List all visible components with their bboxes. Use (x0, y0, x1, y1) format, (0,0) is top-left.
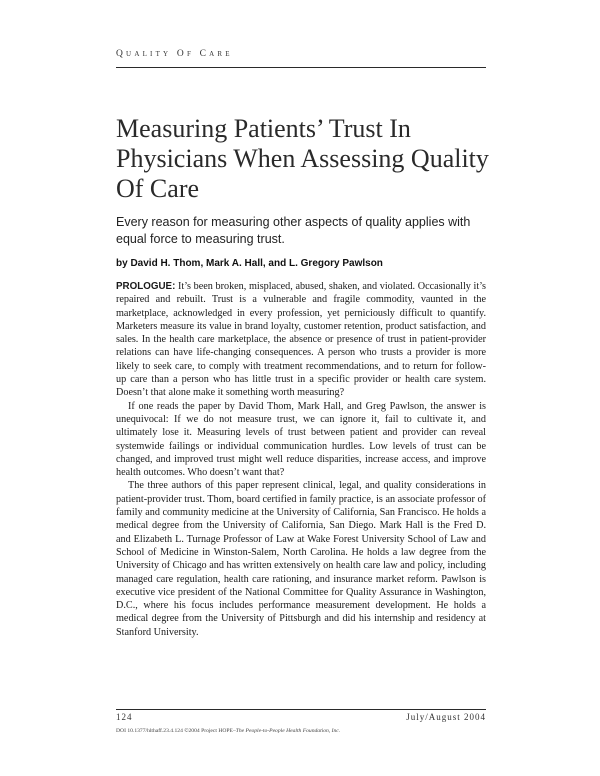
header-rule (116, 67, 486, 68)
footer-rule (116, 709, 486, 710)
prologue-label: PROLOGUE: (116, 281, 176, 292)
article-dek: Every reason for measuring other aspects of quality applies with equal force to measuring trust. (116, 215, 471, 246)
section-label: Quality Of Care (116, 49, 233, 59)
doi-publisher: The People-to-People Health Foundation, Inc. (235, 728, 341, 734)
article-title: Measuring Patients’ Trust In Physicians When Assessing Quality Of Care (116, 114, 489, 203)
paragraph-2: If one reads the paper by David Thom, Mark Hall, and Greg Pawlson, the answer is unequivocal: If we do not measure trust, we can ignore it, fail to cultivate it, and ultimately lose it. Measuring levels of trust between patient and provider can reveal systemwide failings or individual communication hurdles. Low levels of trust can be changed, and improved trust might well reduce disparities, increase access, and improve health outcomes. Who doesn’t want that? (116, 400, 486, 479)
article-body (116, 280, 486, 639)
doi-prefix: DOI 10.1377/hlthaff.23.4.124 ©2004 Project HOPE– (116, 728, 236, 734)
article-byline: by David H. Thom, Mark A. Hall, and L. Gregory Pawlson (116, 258, 383, 269)
paragraph-3: The three authors of this paper represent clinical, legal, and quality considerations in patient-provider trust. Thom, board certified in family practice, is an associate professor of family and community medicine at the University of California, San Francisco. He holds a medical degree from the University of California, San Diego. Mark Hall is the Fred D. and Elizabeth L. Turnage Professor of Law at Wake Forest University School of Law and School of Medicine in Winston-Salem, North Carolina. He holds a law degree from the University of Chicago and has written extensively on health care law and policy, including managed care regulation, health care rationing, and insurance market reform. Pawlson is executive vice president of the National Committee for Quality Assurance in Washington, D.C., where his focus includes performance measurement development. He holds a medical degree from the University of Pittsburgh and did his internship and residency at Stanford University. (116, 480, 486, 638)
paragraph-1-text: It’s been broken, misplaced, abused, shaken, and violated. Occasionally it’s repaired and rebuilt. Trust is a vulnerable and fragile commodity, vaunted in the marketplace, acknowledged in every profession, yet perniciously difficult to quantify. Marketers measure its value in brand loyalty, customer retention, product satisfaction, and sales. In the health care marketplace, the absence or presence of trust in patient-provider relations can have life-changing consequences. A person who trusts a provider is more likely to seek care, to comply with treatment recommendations, and to return for follow-up care than a person who has little trust in a specific provider or health care system. Doesn’t that alone make it something worth measuring? (116, 281, 486, 399)
paragraph-prologue (116, 280, 486, 400)
issue-date: July/August 2004 (406, 712, 486, 722)
doi-line (116, 728, 340, 734)
page-number: 124 (116, 712, 133, 722)
